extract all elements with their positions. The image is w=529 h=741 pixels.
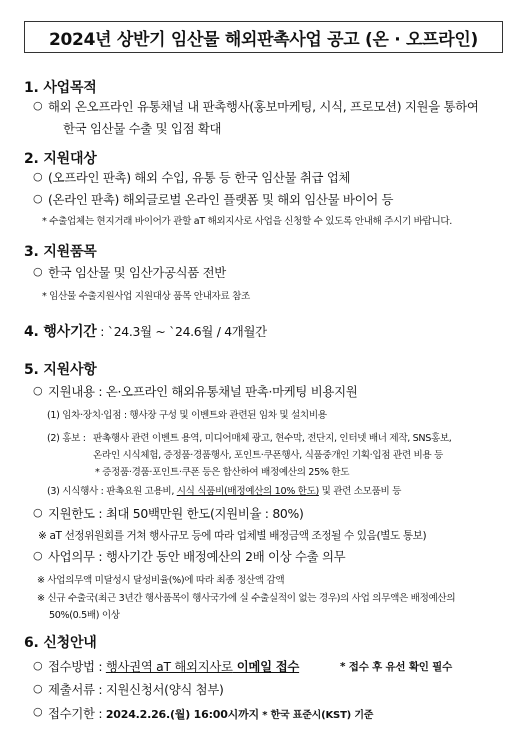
section-5-heading: 5. 지원사항	[24, 362, 97, 378]
s5-sub1: (1) 임차·장치·입점 : 행사장 구성 및 이벤트와 관련된 임차 및 설치비용	[47, 410, 327, 421]
s5-limit: 지원한도 : 최대 50백만원 한도(지원비율 : 80%)	[48, 506, 304, 521]
s6-docs: 제출서류 : 지원신청서(양식 첨부)	[48, 682, 224, 697]
bullet-icon: ○	[33, 506, 43, 519]
s6-deadline-label: 접수기한 :	[48, 706, 106, 721]
bullet-icon: ○	[33, 659, 43, 672]
bullet-icon: ○	[33, 170, 43, 183]
bullet-icon: ○	[33, 99, 43, 112]
bullet-icon: ○	[33, 265, 43, 278]
s6-method-label: 접수방법 :	[48, 659, 106, 674]
s4-period: : `24.3월 ~ `24.6월 / 4개월간	[96, 324, 267, 339]
s2-item1: (오프라인 판촉) 해외 수입, 유통 등 한국 임산물 취급 업체	[48, 170, 351, 185]
bullet-icon: ○	[33, 549, 43, 562]
page-title: 2024년 상반기 임산물 해외판촉사업 공고 (온 · 오프라인)	[49, 29, 478, 50]
s6-deadline-note: * 한국 표준시(KST) 기준	[258, 710, 374, 721]
s5-content: 지원내용 : 온·오프라인 해외유통채널 판촉·마케팅 비용지원	[48, 384, 358, 399]
s5-sub2-label: (2) 홍보 :	[47, 433, 86, 444]
s5-duty-note2a: ※ 신규 수출국(최근 3년간 행사품목이 행사국가에 실 수출실적이 없는 경우)의 사업 의무액은 배정예산의	[37, 593, 456, 604]
bullet-icon: ○	[33, 705, 43, 718]
s5-limit-note: ※ aT 선정위원회를 거쳐 행사규모 등에 따라 업체별 배정금액 조정될 수 있음(별도 통보)	[38, 530, 427, 542]
s6-method	[48, 657, 299, 675]
section-6-heading: 6. 신청안내	[24, 635, 97, 651]
s5-duty-note2b: 50%(0.5배) 이상	[49, 610, 120, 621]
s5-sub3-text: (3) 시식행사 : 판촉요원 고용비,	[47, 486, 177, 497]
s5-duty: 사업의무 : 행사기간 동안 배정예산의 2배 이상 수출 의무	[48, 549, 346, 564]
section-3-heading: 3. 지원품목	[24, 244, 97, 260]
section-4-heading: 4. 행사기간	[24, 324, 97, 340]
s5-sub3-tail: 및 관련 소모품비 등	[318, 486, 402, 497]
section-1-heading: 1. 사업목적	[24, 80, 97, 96]
s6-method-email: 이메일 접수	[232, 659, 300, 674]
s5-sub3-underlined: 시식 식품비(배정예산의 10% 한도)	[176, 486, 319, 497]
s5-duty-note1: ※ 사업의무액 미달성시 달성비율(%)에 따라 최종 정산액 감액	[37, 575, 285, 586]
s1-line2: 한국 임산물 수출 및 입점 확대	[63, 121, 222, 136]
s2-note: * 수출업체는 현지거래 바이어가 관할 aT 해외지사로 사업을 신청할 수 있도록 안내해 주시기 바랍니다.	[42, 216, 452, 227]
s5-sub2-line1: 판촉행사 관련 이벤트 용역, 미디어매체 광고, 현수막, 전단지, 인터넷 배너 제작, SNS홍보,	[93, 433, 452, 444]
s5-sub3	[47, 483, 401, 497]
title-box	[24, 21, 503, 53]
section-2-heading: 2. 지원대상	[24, 151, 97, 167]
s6-method-note: * 접수 후 유선 확인 필수	[340, 661, 453, 673]
s6-deadline	[48, 703, 373, 722]
bullet-icon: ○	[33, 384, 43, 397]
s2-item2: (온라인 판촉) 해외글로벌 온라인 플랫폼 및 해외 임산물 바이어 등	[48, 192, 394, 207]
s5-sub2-line2: 온라인 시식체험, 증정품·경품행사, 포인트·쿠폰행사, 식품중개인 기획·입점 관련 비용 등	[93, 450, 443, 461]
bullet-icon: ○	[33, 682, 43, 695]
s5-sub2-line3: * 증정품·경품·포인트·쿠폰 등은 합산하여 배정예산의 25% 한도	[95, 467, 350, 478]
s1-line1: 해외 온오프라인 유통채널 내 판촉행사(홍보마케팅, 시식, 프로모션) 지원을 통하여	[48, 99, 479, 114]
s3-item1: 한국 임산물 및 임산가공식품 전반	[48, 265, 226, 280]
s3-note: * 임산물 수출지원사업 지원대상 품목 안내자료 참조	[42, 291, 250, 302]
bullet-icon: ○	[33, 192, 43, 205]
s6-method-target: 행사권역 aT 해외지사로	[105, 659, 233, 674]
section-4-line	[24, 321, 267, 341]
s6-deadline-value: 2024.2.26.(월) 16:00시까지	[105, 708, 259, 721]
